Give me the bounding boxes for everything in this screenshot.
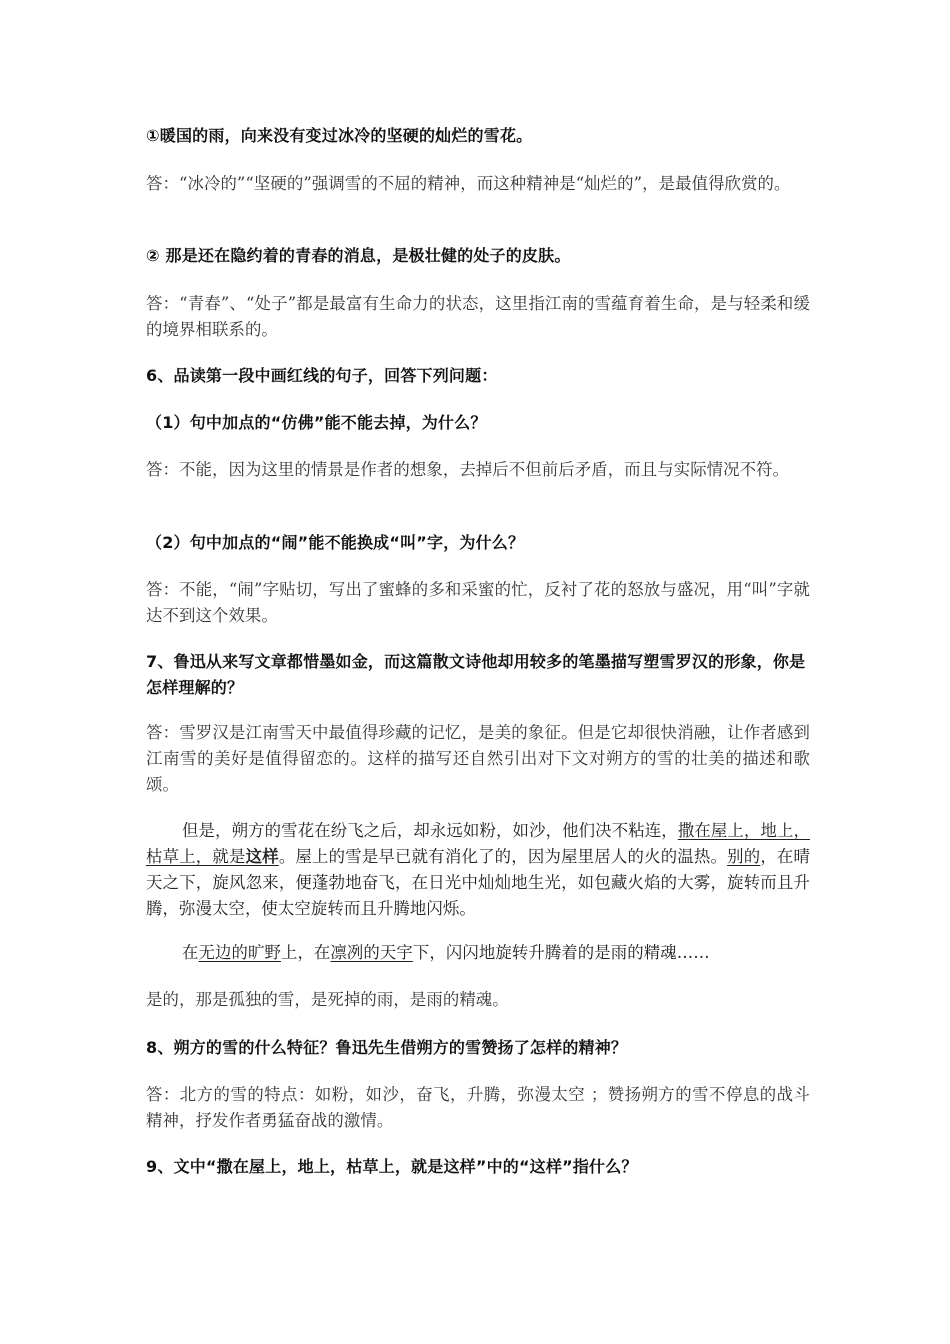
answer-sentence-2: 答：“青春”、“处子”都是最富有生命力的状态，这里指江南的雪蕴育着生命，是与轻柔和缓的境界相联系的。	[146, 294, 810, 339]
question-sentence-1: ①暖国的雨，向来没有变过冰冷的坚硬的灿烂的雪花。	[146, 126, 533, 145]
question-sentence-2: ② 那是还在隐约着的青春的消息，是极壮健的处子的皮肤。	[146, 246, 571, 265]
passage-text: 。屋上的雪是早已就有消化了的，因为屋里居人的火的温热。	[278, 847, 728, 866]
question-7: 7、鲁迅从来写文章都惜墨如金，而这篇散文诗他却用较多的笔墨描写塑雪罗汉的形象，你是怎样理解的？	[146, 652, 806, 697]
question-8: 8、朔方的雪的什么特征？鲁迅先生借朔方的雪赞扬了怎样的精神？	[146, 1038, 628, 1057]
answer-8: 答：北方的雪的特点：如粉，如沙，奋飞，升腾，弥漫太空 ；赞扬朔方的雪不停息的战斗精神，抒发作者勇猛奋战的激情。	[146, 1085, 810, 1130]
passage-text: 上，在	[280, 943, 331, 962]
underlined-phrase: 无边的旷野	[198, 943, 281, 962]
passage-text: ，在晴天之下，旋风忽来，便蓬勃地奋飞，在日光中灿灿地生光，如包藏火焰的大雾，旋转而且升腾，弥漫太空，使太空旋转而且升腾地闪烁。	[146, 847, 811, 918]
answer-sentence-1: 答：“冰冷的”“坚硬的”强调雪的不屈的精神，而这种精神是“灿烂的”，是最值得欣赏的。	[146, 174, 791, 193]
passage-text: 但是，朔方的雪花在纷飞之后，却永远如粉，如沙，他们决不粘连，	[182, 821, 678, 840]
passage-text: 在	[182, 943, 199, 962]
answer-6-2: 答：不能，“闹”字贴切，写出了蜜蜂的多和采蜜的忙，反衬了花的怒放与盛况，用“叫”字就达不到这个效果。	[146, 580, 810, 625]
answer-6-1: 答：不能，因为这里的情景是作者的想象，去掉后不但前后矛盾，而且与实际情况不符。	[146, 460, 790, 479]
answer-7: 答：雪罗汉是江南雪天中最值得珍藏的记忆，是美的象征。但是它却很快消融，让作者感到江南雪的美好是值得留恋的。这样的描写还自然引出对下文对朔方的雪的壮美的描述和歌颂。	[146, 723, 810, 794]
underlined-phrase: 撒在屋上，地上，枯草上，就是	[146, 821, 810, 866]
passage-paragraph-1	[146, 818, 810, 922]
underlined-phrase: 别的	[727, 847, 761, 866]
passage-paragraph-2	[146, 940, 810, 966]
passage-text: 下，闪闪地旋转升腾着的是雨的精魂……	[412, 943, 710, 962]
passage-paragraph-3: 是的，那是孤独的雪，是死掉的雨，是雨的精魂。	[146, 990, 509, 1009]
question-6-2: （2）句中加点的“闹”能不能换成“叫”字，为什么？	[146, 533, 525, 552]
question-6: 6、品读第一段中画红线的句子，回答下列问题：	[146, 366, 498, 385]
question-9: 9、文中“撒在屋上，地上，枯草上，就是这样”中的“这样”指什么？	[146, 1157, 638, 1176]
underlined-phrase: 这样	[245, 847, 279, 866]
question-6-1: （1）句中加点的“仿佛”能不能去掉，为什么？	[146, 413, 487, 432]
underlined-phrase: 凛冽的天宇	[330, 943, 413, 962]
